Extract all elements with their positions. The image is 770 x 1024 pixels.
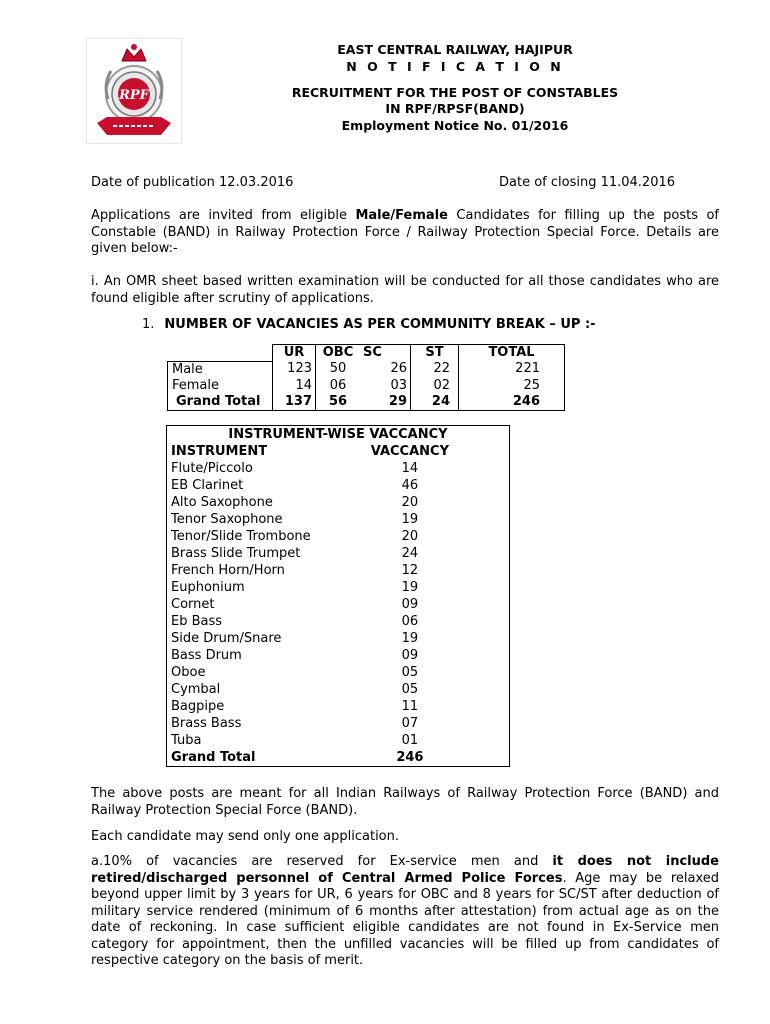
omr-paragraph: i. An OMR sheet based written examination will be conducted for all those candidates who are found eligible after scrutiny of applications. — [91, 274, 719, 306]
emblem-text: RPF — [119, 88, 149, 103]
table-row — [167, 698, 510, 715]
table-row — [167, 545, 510, 562]
table-row — [167, 528, 510, 545]
instrument-vacancy: 20 — [401, 529, 419, 544]
instrument-vacancy: 24 — [401, 546, 419, 561]
header-total: TOTAL — [459, 345, 565, 362]
one-application-note: Each candidate may send only one application. — [91, 829, 400, 844]
instrument-name: Bagpipe — [171, 699, 225, 714]
table-row — [167, 647, 510, 664]
table-row — [167, 732, 510, 749]
instrument-name: Cornet — [171, 597, 215, 612]
instrument-name: Alto Saxophone — [171, 495, 273, 510]
header-ur: UR — [273, 345, 316, 362]
instrument-vacancy: 06 — [401, 614, 419, 629]
table-header-row — [168, 345, 565, 362]
instrument-vacancy: 14 — [401, 461, 419, 476]
column-vacancy: VACCANCY — [370, 444, 449, 459]
table-row — [167, 681, 510, 698]
section-vacancies-title: 1. NUMBER OF VACANCIES AS PER COMMUNITY BREAK – UP :- — [142, 317, 596, 332]
table-row — [167, 715, 510, 732]
instrument-vacancy: 12 — [401, 563, 419, 578]
instrument-vacancy: 19 — [401, 512, 419, 527]
instrument-table-header — [167, 443, 510, 460]
community-vacancy-table — [167, 344, 565, 411]
dates-row — [91, 175, 721, 190]
instrument-vacancy-table — [166, 425, 510, 767]
table-row — [167, 562, 510, 579]
header-sc: SC — [360, 345, 411, 362]
instrument-name: French Horn/Horn — [171, 563, 285, 578]
instrument-name: Side Drum/Snare — [171, 631, 282, 646]
header-line-notification: N O T I F I C A T I O N — [346, 59, 564, 74]
instrument-vacancy: 05 — [401, 682, 419, 697]
table-row — [167, 494, 510, 511]
ex-service-paragraph: a.10% of vacancies are reserved for Ex-service men and it does not include retired/discharged personnel of Central Armed Police Forces. Age may be relaxed beyond upper limit by 3 years for UR, 6 years for OBC and 8 years for SC/ST after deduction of military service rendered (minimum of 6 months after attestation) from actual age as on the date of reckoning. In case sufficient eligible candidates are not found in Ex-Service men category for appointment, then the unfilled vacancies will be filled up from candidates of respective category on the basis of merit. — [91, 854, 719, 968]
table-row — [167, 477, 510, 494]
instrument-name: Tenor/Slide Trombone — [171, 529, 311, 544]
header-line-employment-notice: Employment Notice No. 01/2016 — [341, 118, 569, 133]
instrument-name: Oboe — [171, 665, 206, 680]
header-line-railway: EAST CENTRAL RAILWAY, HAJIPUR — [337, 42, 573, 57]
instrument-vacancy: 07 — [401, 716, 419, 731]
column-instrument: INSTRUMENT — [171, 444, 268, 459]
table-row — [167, 630, 510, 647]
instrument-vacancy: 20 — [401, 495, 419, 510]
table-row: Female 14 06 03 02 25 — [168, 378, 565, 394]
table-row — [167, 579, 510, 596]
header-obc: OBC — [316, 345, 361, 362]
instrument-vacancy: 09 — [401, 597, 419, 612]
instrument-vacancy: 19 — [401, 580, 419, 595]
instrument-name: Bass Drum — [171, 648, 242, 663]
table-row — [167, 596, 510, 613]
table-row: Male 123 50 26 22 221 — [168, 361, 565, 378]
instrument-name: Brass Bass — [171, 716, 242, 731]
table-row — [167, 511, 510, 528]
header-line-post: IN RPF/RPSF(BAND) — [385, 101, 525, 116]
instrument-vacancy: 01 — [401, 733, 419, 748]
instrument-name: Flute/Piccolo — [171, 461, 253, 476]
instrument-vacancy: 19 — [401, 631, 419, 646]
instrument-table-title: INSTRUMENT-WISE VACCANCY — [228, 427, 448, 442]
table-row — [167, 460, 510, 477]
grand-total-row: Grand Total 137 56 29 24 246 — [168, 394, 565, 411]
instrument-name: Euphonium — [171, 580, 245, 595]
closing-date: Date of closing 11.04.2016 — [499, 175, 676, 190]
publication-date: Date of publication 12.03.2016 — [91, 175, 294, 190]
instrument-name: Cymbal — [171, 682, 221, 697]
instrument-name: Tuba — [171, 733, 202, 748]
instrument-name: Eb Bass — [171, 614, 223, 629]
header-st: ST — [411, 345, 459, 362]
instrument-vacancy: 11 — [401, 699, 419, 714]
intro-paragraph: Applications are invited from eligible Male/Female Candidates for filling up the posts of Constable (BAND) in Railway Protection Force / Railway Protection Special Force. Details are given below:- — [91, 208, 719, 256]
table-row — [167, 613, 510, 630]
instrument-name: Tenor Saxophone — [171, 512, 283, 527]
posts-note: The above posts are meant for all Indian Railways of Railway Protection Force (BAND) and Railway Protection Special Force (BAND). — [91, 786, 719, 818]
header-line-recruitment: RECRUITMENT FOR THE POST OF CONSTABLES — [291, 85, 619, 100]
instrument-vacancy: 09 — [401, 648, 419, 663]
instrument-vacancy: 05 — [401, 665, 419, 680]
grand-total-row: Grand Total 246 — [171, 750, 424, 765]
table-row — [167, 664, 510, 681]
instrument-vacancy: 46 — [401, 478, 419, 493]
instrument-name: EB Clarinet — [171, 478, 244, 493]
instrument-name: Brass Slide Trumpet — [171, 546, 301, 561]
rpf-emblem — [86, 38, 182, 144]
